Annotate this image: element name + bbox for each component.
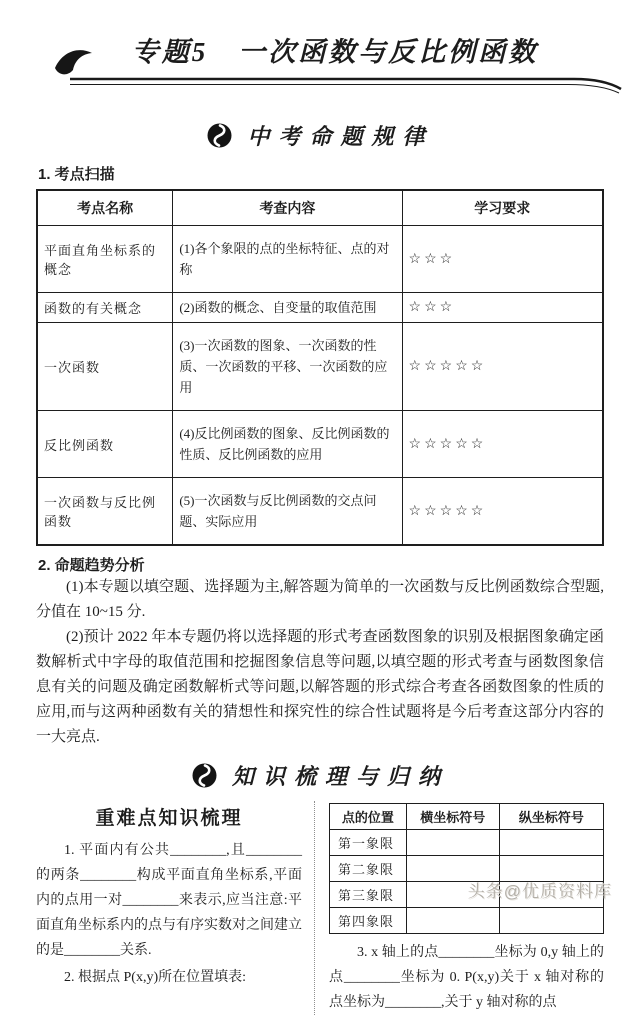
topic-cell: 平面直角坐标系的概念	[37, 226, 173, 293]
col-header-requirement: 学习要求	[402, 190, 603, 226]
fill-blank-item-2: 2. 根据点 P(x,y)所在位置填表:	[64, 970, 246, 985]
page-title: 专题5 一次函数与反比例函数	[131, 37, 539, 67]
table-row	[37, 478, 603, 546]
content-cell: (4)反比例函数的图象、反比例函数的性质、反比例函数的应用	[173, 411, 402, 478]
empty-cell	[499, 908, 603, 934]
section2-heading	[36, 760, 604, 791]
table-row	[37, 323, 603, 411]
left-column	[36, 799, 312, 1015]
table-row	[37, 293, 603, 323]
stars-cell: ☆☆☆☆☆	[402, 411, 603, 478]
trend-paragraph-1: (1)本专题以填空题、选择题为主,解答题为简单的一次函数与反比例函数综合型题,分值在 10~15 分.	[36, 579, 604, 620]
quadrant-label: 第四象限	[330, 908, 407, 934]
content-cell: (3)一次函数的图象、一次函数的性质、一次函数的平移、一次函数的应用	[173, 323, 402, 411]
empty-cell	[406, 908, 499, 934]
content-cell: (5)一次函数与反比例函数的交点问题、实际应用	[173, 478, 402, 546]
subsection-exam-scan-title: 1. 考点扫描	[38, 166, 115, 183]
brush-stroke-icon	[54, 46, 102, 78]
empty-cell	[499, 830, 603, 856]
col-header-ysign: 纵坐标符号	[499, 804, 603, 830]
topic-cell: 函数的有关概念	[37, 293, 173, 323]
section1-heading	[36, 120, 604, 151]
fill-blank-item-1: 1. 平面内有公共________,且________的两条________构成平面直角坐标系,平面内的点用一对________来表示,应当注意:平面直角坐标系内的点与有序实数对之间建立的是________关系.	[36, 843, 302, 958]
fill-blank-item-3: 3. x 轴上的点________坐标为 0,y 轴上的点________坐标为 0. P(x,y)关于 x 轴对称的点坐标为________,关于 y 轴对称的点	[329, 945, 604, 1010]
yin-yang-icon	[191, 762, 218, 789]
topic-cell: 一次函数	[37, 323, 173, 411]
right-column	[317, 799, 604, 1015]
col-header-position: 点的位置	[330, 804, 407, 830]
quadrant-label: 第一象限	[330, 830, 407, 856]
empty-cell	[406, 830, 499, 856]
watermark-text: 头条@优质资料库	[467, 882, 612, 901]
quadrant-label: 第三象限	[330, 882, 407, 908]
table-header-row	[37, 190, 603, 226]
scanned-textbook-page	[0, 28, 640, 1010]
section2-title: 知识梳理与归纳	[231, 764, 449, 789]
table-row	[37, 226, 603, 293]
table-row	[330, 830, 604, 856]
knowledge-columns	[36, 799, 604, 1015]
page-header	[36, 28, 604, 94]
column-divider	[314, 801, 315, 1015]
quadrant-label: 第二象限	[330, 856, 407, 882]
content-cell: (1)各个象限的点的坐标特征、点的对称	[173, 226, 402, 293]
table-row	[330, 908, 604, 934]
trend-paragraph-2: (2)预计 2022 年本专题仍将以选择题的形式考查函数图象的识别及根据图象确定函数解析式中字母的取值范围和挖掘图象信息等问题,以填空题的形式考查与函数图象信息有关的问题及确定函数解析式等问题,以解答题的形式综合考查各函数图象的性质的应用,而与这两种函数有关的猜想性和探究性的综合性试题将是今后考查这部分内容的一大亮点.	[36, 629, 604, 745]
topic-cell: 反比例函数	[37, 411, 173, 478]
key-points-heading: 重难点知识梳理	[95, 808, 243, 829]
stars-cell: ☆☆☆	[402, 293, 603, 323]
table-row	[37, 411, 603, 478]
table-header-row	[330, 804, 604, 830]
yin-yang-icon	[206, 122, 233, 149]
content-cell: (2)函数的概念、自变量的取值范围	[173, 293, 402, 323]
col-header-xsign: 横坐标符号	[406, 804, 499, 830]
subsection-trend-title: 2. 命题趋势分析	[38, 557, 145, 574]
quadrant-sign-table	[329, 803, 604, 934]
stars-cell: ☆☆☆	[402, 226, 603, 293]
title-underline-rule	[68, 76, 624, 94]
stars-cell: ☆☆☆☆☆	[402, 478, 603, 546]
exam-points-table	[36, 189, 604, 546]
section1-title: 中考命题规律	[247, 124, 434, 149]
col-header-topic: 考点名称	[37, 190, 173, 226]
stars-cell: ☆☆☆☆☆	[402, 323, 603, 411]
col-header-content: 考查内容	[173, 190, 402, 226]
topic-cell: 一次函数与反比例函数	[37, 478, 173, 546]
